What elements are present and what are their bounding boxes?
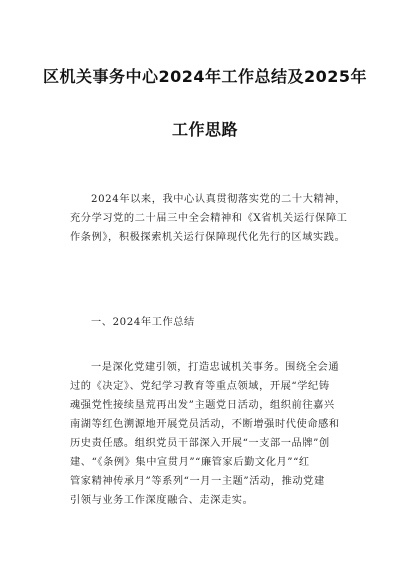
intro-line: 充分学习党的二十届三中全会精神和《X省机关运行保障工 — [70, 213, 348, 224]
body-line: 过的《决定》、党纪学习教育等重点领域，开展“学纪铸 — [70, 381, 330, 392]
body-line: 一是深化党建引领，打造忠诚机关事务。围绕全会通 — [91, 362, 340, 373]
section-heading: 一、2024年工作总结 — [91, 317, 195, 328]
document-title: 区机关事务中心2024年工作总结及2025年 — [42, 67, 368, 86]
body-line: 南湖等红色溯源地开展党员活动，不断增强时代使命感和 — [70, 419, 340, 430]
intro-line: 作条例》，积极探索机关运行保障现代化先行的区域实践。 — [70, 232, 346, 243]
document-title-continuation: 工作思路 — [171, 120, 238, 139]
body-line: 引领与业务工作深度融合、走深走实。 — [70, 495, 254, 506]
body-line: 魂强党性接续垦荒再出发”主题党日活动，组织前往嘉兴 — [70, 400, 335, 411]
intro-line: 2024年以来，我中心认真贯彻落实党的二十大精神， — [91, 194, 346, 205]
section-body-paragraph — [70, 358, 350, 510]
body-line: 历史责任感。组织党员干部深入开展“一支部一品牌”创 — [70, 438, 330, 449]
intro-paragraph — [70, 190, 350, 247]
body-line: 建、“《条例》集中宣贯月”“廉管家后勤文化月”“红 — [70, 457, 310, 468]
body-line: 管家精神传承月”等系列“一月一主题”活动，推动党建 — [70, 476, 325, 487]
